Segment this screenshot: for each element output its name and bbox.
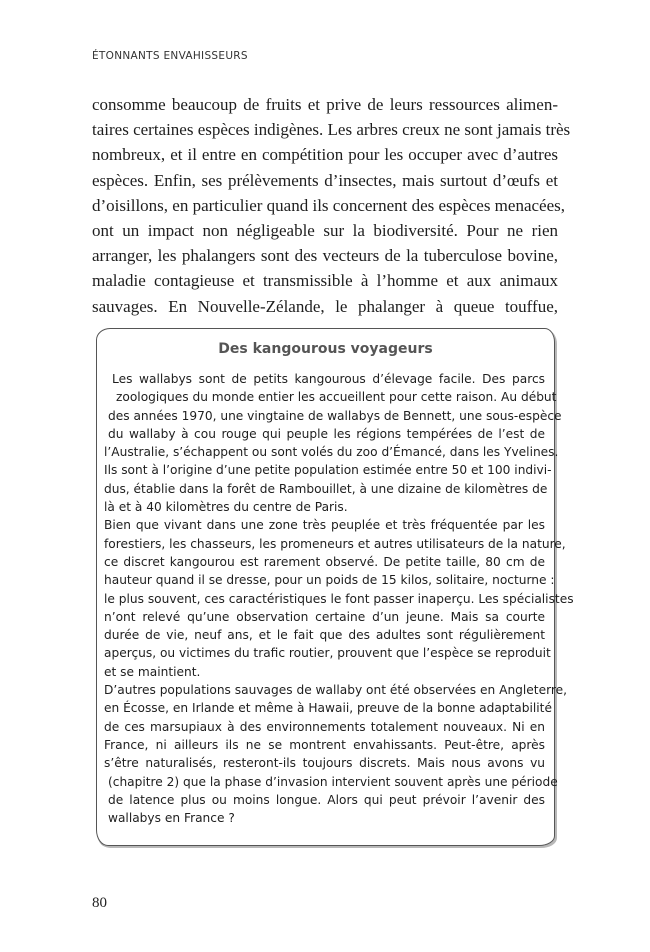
box-line: France, ni ailleurs ils ne se montrent envahissants. Peut-être, après bbox=[104, 737, 545, 752]
box-line: de latence plus ou moins longue. Alors qui peut prévoir l’avenir des bbox=[108, 792, 545, 807]
box-line: des années 1970, une vingtaine de wallabys de Bennett, une sous-espèce bbox=[108, 408, 562, 423]
box-line: en Écosse, en Irlande et même à Hawaii, preuve de la bonne adaptabilité bbox=[104, 701, 552, 716]
box-line: (chapitre 2) que la phase d’invasion intervient souvent après une période bbox=[108, 774, 558, 789]
box-line: et se maintient. bbox=[104, 664, 201, 679]
box-line: le plus souvent, ces caractéristiques le font passer inaperçu. Les spécialistes bbox=[104, 591, 574, 606]
box-line: ce discret kangourou est rarement observé. De petite taille, 80 cm de bbox=[104, 554, 545, 569]
body-line: ont un impact non négligeable sur la biodiversité. Pour ne rien bbox=[92, 221, 558, 241]
box-line: Les wallabys sont de petits kangourous d’élevage facile. Des parcs bbox=[112, 372, 545, 386]
box-line: aperçus, ou victimes du trafic routier, prouvent que l’espèce se reproduit bbox=[104, 646, 551, 661]
box-line: hauteur quand il se dresse, pour un poids de 15 kilos, solitaire, nocturne : bbox=[104, 573, 555, 588]
box-title: Des kangourous voyageurs bbox=[218, 341, 433, 357]
running-head: ÉTONNANTS ENVAHISSEURS bbox=[92, 50, 248, 62]
box-line: du wallaby à cou rouge qui peuple les régions tempérées de l’est de bbox=[108, 426, 545, 441]
box-line: zoologiques du monde entier les accueillent pour cette raison. Au début bbox=[116, 390, 557, 405]
box-line: Bien que vivant dans une zone très peuplée et très fréquentée par les bbox=[104, 518, 545, 533]
box-line: de ces marsupiaux à des environnements totalement nouveaux. Ni en bbox=[104, 719, 545, 734]
box-line: là et à 40 kilomètres du centre de Paris. bbox=[104, 500, 348, 515]
box-line: D’autres populations sauvages de wallaby ont été observées en Angleterre, bbox=[104, 683, 567, 698]
box-line: wallabys en France ? bbox=[108, 811, 235, 826]
box-line: l’Australie, s’échappent ou sont volés du zoo d’Émancé, dans les Yvelines. bbox=[104, 445, 559, 460]
box-line: forestiers, les chasseurs, les promeneurs et autres utilisateurs de la nature, bbox=[104, 536, 566, 551]
body-line: consomme beaucoup de fruits et prive de leurs ressources alimen- bbox=[92, 95, 558, 114]
box-line: n’ont relevé qu’une observation certaine d’un jeune. Mais sa courte bbox=[104, 609, 545, 624]
page-number: 80 bbox=[92, 895, 107, 911]
body-paragraph bbox=[92, 92, 571, 319]
box-line: Ils sont à l’origine d’une petite population estimée entre 50 et 100 indivi- bbox=[104, 463, 552, 478]
body-line: sauvages. En Nouvelle-Zélande, le phalanger à queue touffue, bbox=[92, 296, 558, 316]
body-line: d’oisillons, en particulier quand ils concernent des espèces menacées, bbox=[92, 195, 565, 215]
box-line: durée de vie, neuf ans, et le fait que des adultes sont régulièrement bbox=[104, 628, 545, 643]
body-line: maladie contagieuse et transmissible à l’homme et aux animaux bbox=[92, 271, 558, 291]
box-text bbox=[104, 370, 574, 827]
body-line: nombreux, et il entre en compétition pour les occuper avec d’autres bbox=[92, 145, 558, 165]
body-line: arranger, les phalangers sont des vecteurs de la tuberculose bovine, bbox=[92, 246, 558, 266]
box-line: s’être naturalisés, resteront-ils toujours discrets. Mais nous avons vu bbox=[104, 756, 545, 771]
body-line: espèces. Enfin, ses prélèvements d’insectes, mais surtout d’œufs et bbox=[92, 170, 558, 190]
body-line: taires certaines espèces indigènes. Les arbres creux ne sont jamais très bbox=[92, 120, 571, 140]
box-line: dus, établie dans la forêt de Rambouillet, à une dizaine de kilomètres de bbox=[104, 481, 548, 496]
